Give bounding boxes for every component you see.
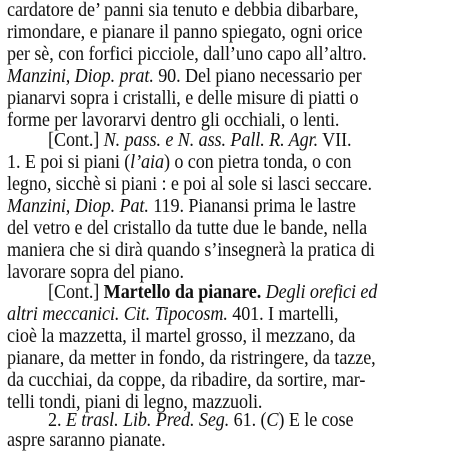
text-line — [7, 430, 435, 452]
text-run: telli tondi, piani di legno, mazzuoli. — [7, 392, 263, 413]
text-line — [48, 282, 439, 304]
text-line — [48, 410, 439, 432]
text-line — [7, 152, 435, 174]
text-run: lavorare sopra del piano. — [7, 262, 184, 283]
emphasis: l’aia — [130, 152, 164, 173]
text-line — [7, 218, 435, 240]
text-run: cardatore de’ panni sia tenuto e debbia dibarbare, — [7, 0, 359, 21]
sense-number: 2. — [48, 410, 66, 431]
citation: Manzini, Diop. Pat. — [7, 196, 149, 217]
citation: Manzini, Diop. prat. — [7, 66, 154, 87]
text-run: legno, sicchè si piani : e poi al sole si lasci seccare. — [7, 174, 372, 195]
text-run: pianare, da metter in fondo, da ristringere, da tazze, — [7, 348, 376, 369]
text-run: pianarvi sopra i cristalli, e delle misure di piatti o — [7, 88, 359, 109]
text-run: 61. ( — [229, 410, 267, 431]
text-run: VII. — [318, 130, 352, 151]
text-line — [7, 110, 435, 132]
text-run: 119. Pianansi prima le lastre — [148, 196, 356, 217]
text-line — [7, 0, 435, 22]
definition: Degli orefici ed — [261, 282, 378, 303]
text-line — [7, 304, 435, 326]
text-run: ) o con pietra tonda, o con — [163, 152, 352, 173]
text-run: 401. I martelli, — [227, 304, 339, 325]
text-run: aspre saranno pianate. — [7, 430, 166, 451]
text-run: per sè, con forfici picciole, dall’uno capo all’altro. — [7, 44, 367, 65]
headword: Martello da pianare. — [103, 282, 262, 303]
text-line — [7, 22, 435, 44]
text-line — [7, 44, 435, 66]
text-line — [7, 370, 435, 392]
text-line — [48, 130, 439, 152]
text-run: del vetro e del cristallo da tutte due le bande, nella — [7, 218, 368, 239]
text-run: 1. E poi si piani ( — [7, 152, 131, 173]
text-line — [7, 262, 435, 284]
text-run: maniera che si dirà quando s’insegnerà la pratica di — [7, 240, 375, 261]
text-line — [7, 174, 435, 196]
text-run: da cucchiai, da coppe, da ribadire, da sortire, mar- — [7, 370, 366, 391]
text-line — [7, 326, 435, 348]
cont-marker: [Cont.] — [48, 130, 104, 151]
emphasis: C — [266, 410, 279, 431]
text-line — [7, 348, 435, 370]
citation: altri meccanici. Cit. Tipocosm. — [7, 304, 228, 325]
text-run: rimondare, e pianare il panno spiegato, ogni orice — [7, 22, 363, 43]
text-run: forme per lavorarvi dentro gli occhiali, o lenti. — [7, 110, 340, 131]
citation: E trasl. Lib. Pred. Seg. — [65, 410, 230, 431]
text-run: ) E le cose — [278, 410, 354, 431]
text-line — [7, 66, 435, 88]
text-run: 90. Del piano necessario per — [153, 66, 362, 87]
text-line — [7, 240, 435, 262]
text-line — [7, 196, 435, 218]
cont-marker: [Cont.] — [48, 282, 104, 303]
text-run: cioè la mazzetta, il martel grosso, il mezzano, da — [7, 326, 356, 347]
text-line — [7, 88, 435, 110]
citation: N. pass. e N. ass. Pall. R. Agr. — [103, 130, 319, 151]
